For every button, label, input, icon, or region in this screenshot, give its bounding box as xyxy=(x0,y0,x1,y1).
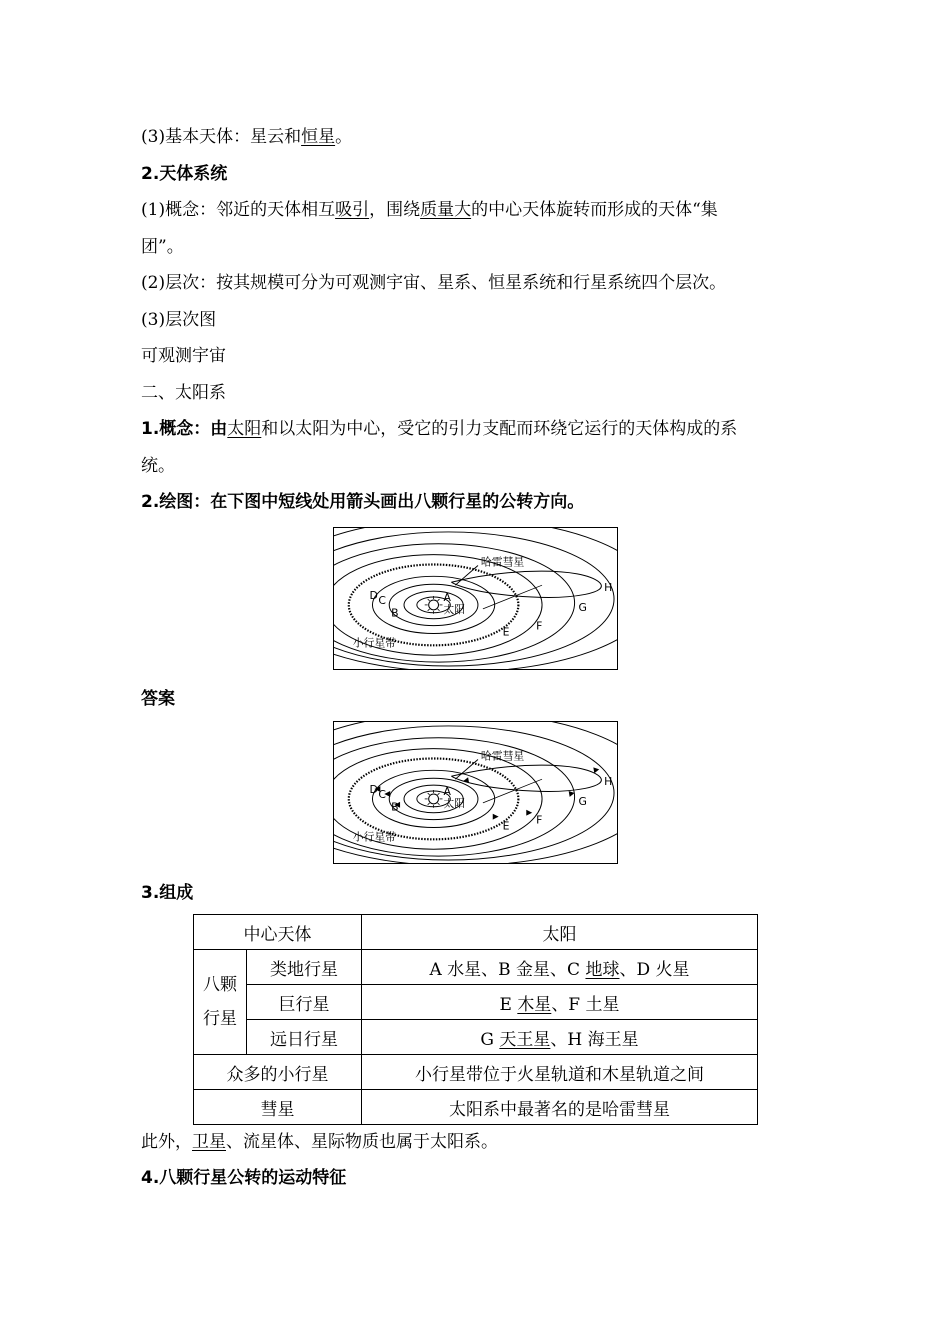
text-segment: (1)概念：邻近的天体相互 xyxy=(141,200,336,220)
text-segment: (3)基本天体：星云和 xyxy=(141,127,302,147)
cell-terrestrial-label: 类地行星 xyxy=(247,950,362,985)
label-c: C xyxy=(378,593,386,607)
text-segment: 、H 海王星 xyxy=(550,1029,639,1050)
label-e: E xyxy=(502,625,510,639)
label-b: B xyxy=(391,606,399,620)
text-segment: 此外， xyxy=(141,1132,192,1152)
text-segment: 。 xyxy=(335,127,353,147)
text-level-chart: (3)层次图 xyxy=(141,310,217,330)
text-segment: 、流星体、星际物质也属于太阳系。 xyxy=(226,1132,498,1152)
cell-distant-value xyxy=(362,1020,758,1055)
sun-icon xyxy=(425,596,443,614)
cell-distant-label: 远日行星 xyxy=(247,1020,362,1055)
cell-asteroids-label: 众多的小行星 xyxy=(194,1055,362,1090)
underlined-answer: 质量大 xyxy=(420,200,472,220)
composition-table xyxy=(193,914,758,1125)
text-segment: 、F 土星 xyxy=(551,994,620,1015)
heading-revolution-features: 4.八颗行星公转的运动特征 xyxy=(141,1168,347,1188)
text-concept-cont: 团”。 xyxy=(141,237,184,257)
answer-heading: 答案 xyxy=(141,689,175,709)
table-row xyxy=(194,950,758,985)
underlined-answer: 天王星 xyxy=(499,1029,551,1050)
table-row xyxy=(194,985,758,1020)
text-basic-bodies xyxy=(141,126,352,148)
label-a: A xyxy=(443,590,451,604)
sun-icon xyxy=(425,790,443,808)
cell-center-label: 中心天体 xyxy=(194,915,362,950)
underlined-answer: 木星 xyxy=(517,994,552,1015)
cell-comet-label: 彗星 xyxy=(194,1090,362,1125)
label-b: B xyxy=(391,800,399,814)
solar-system-svg xyxy=(334,528,617,669)
label-halley-comet: 哈雷彗星 xyxy=(480,555,525,569)
label-d: D xyxy=(369,782,378,796)
cell-terrestrial-value xyxy=(362,950,758,985)
table-row xyxy=(194,1090,758,1125)
label-h: H xyxy=(604,775,613,789)
label-f: F xyxy=(536,813,543,827)
heading-composition: 3.组成 xyxy=(141,883,194,903)
cell-asteroids-value: 小行星带位于火星轨道和木星轨道之间 xyxy=(362,1055,758,1090)
underlined-answer: 吸引 xyxy=(335,200,370,220)
text-draw-task: 2.绘图：在下图中短线处用箭头画出八颗行星的公转方向。 xyxy=(141,492,585,512)
text-segment: 、D 火星 xyxy=(619,959,690,980)
text-solar-concept-cont: 统。 xyxy=(141,456,175,476)
underlined-answer: 地球 xyxy=(585,959,620,980)
label-g: G xyxy=(578,600,587,614)
cell-giant-value xyxy=(362,985,758,1020)
text-concept xyxy=(141,199,718,221)
label-a: A xyxy=(443,784,451,798)
label-e: E xyxy=(502,819,510,833)
label-asteroid-belt: 小行星带 xyxy=(352,636,397,650)
underlined-answer: 恒星 xyxy=(301,127,336,147)
label-halley-comet: 哈雷彗星 xyxy=(480,749,525,763)
text-segment: 的中心天体旋转而形成的天体“集 xyxy=(471,200,718,220)
solar-system-diagram xyxy=(333,527,618,670)
table-row xyxy=(194,915,758,950)
label-sun: 太阳 xyxy=(443,796,466,810)
solar-system-answer-svg xyxy=(334,722,617,863)
underlined-answer: 太阳 xyxy=(227,419,262,439)
cell-planets-label xyxy=(194,950,247,1055)
label-sun: 太阳 xyxy=(443,602,466,616)
text-segment: 1.概念：由 xyxy=(141,419,228,439)
heading-celestial-system: 2.天体系统 xyxy=(141,164,228,184)
underlined-answer: 卫星 xyxy=(192,1132,226,1152)
label-d: D xyxy=(369,588,378,602)
label-h: H xyxy=(604,581,613,595)
text-solar-concept xyxy=(141,418,737,440)
text-observable-universe: 可观测宇宙 xyxy=(141,346,226,366)
text-segment: G xyxy=(480,1029,500,1050)
solar-system-answer-diagram xyxy=(333,721,618,864)
heading-solar-system: 二、太阳系 xyxy=(141,383,226,403)
text-levels: (2)层次：按其规模可分为可观测宇宙、星系、恒星系统和行星系统四个层次。 xyxy=(141,273,727,293)
table-row xyxy=(194,1055,758,1090)
planets-label-text: 八颗行星 xyxy=(202,975,237,1029)
cell-giant-label: 巨行星 xyxy=(247,985,362,1020)
label-f: F xyxy=(536,619,543,633)
cell-comet-value: 太阳系中最著名的是哈雷彗星 xyxy=(362,1090,758,1125)
text-segment: A 水星、B 金星、C xyxy=(429,959,586,980)
label-g: G xyxy=(578,794,587,808)
label-asteroid-belt: 小行星带 xyxy=(352,830,397,844)
label-c: C xyxy=(378,787,386,801)
text-other-members xyxy=(141,1131,498,1153)
text-segment: ，围绕 xyxy=(369,200,421,220)
cell-center-value: 太阳 xyxy=(362,915,758,950)
text-segment: 和以太阳为中心，受它的引力支配而环绕它运行的天体构成的系 xyxy=(261,419,738,439)
text-segment: E xyxy=(499,994,518,1015)
table-row xyxy=(194,1020,758,1055)
